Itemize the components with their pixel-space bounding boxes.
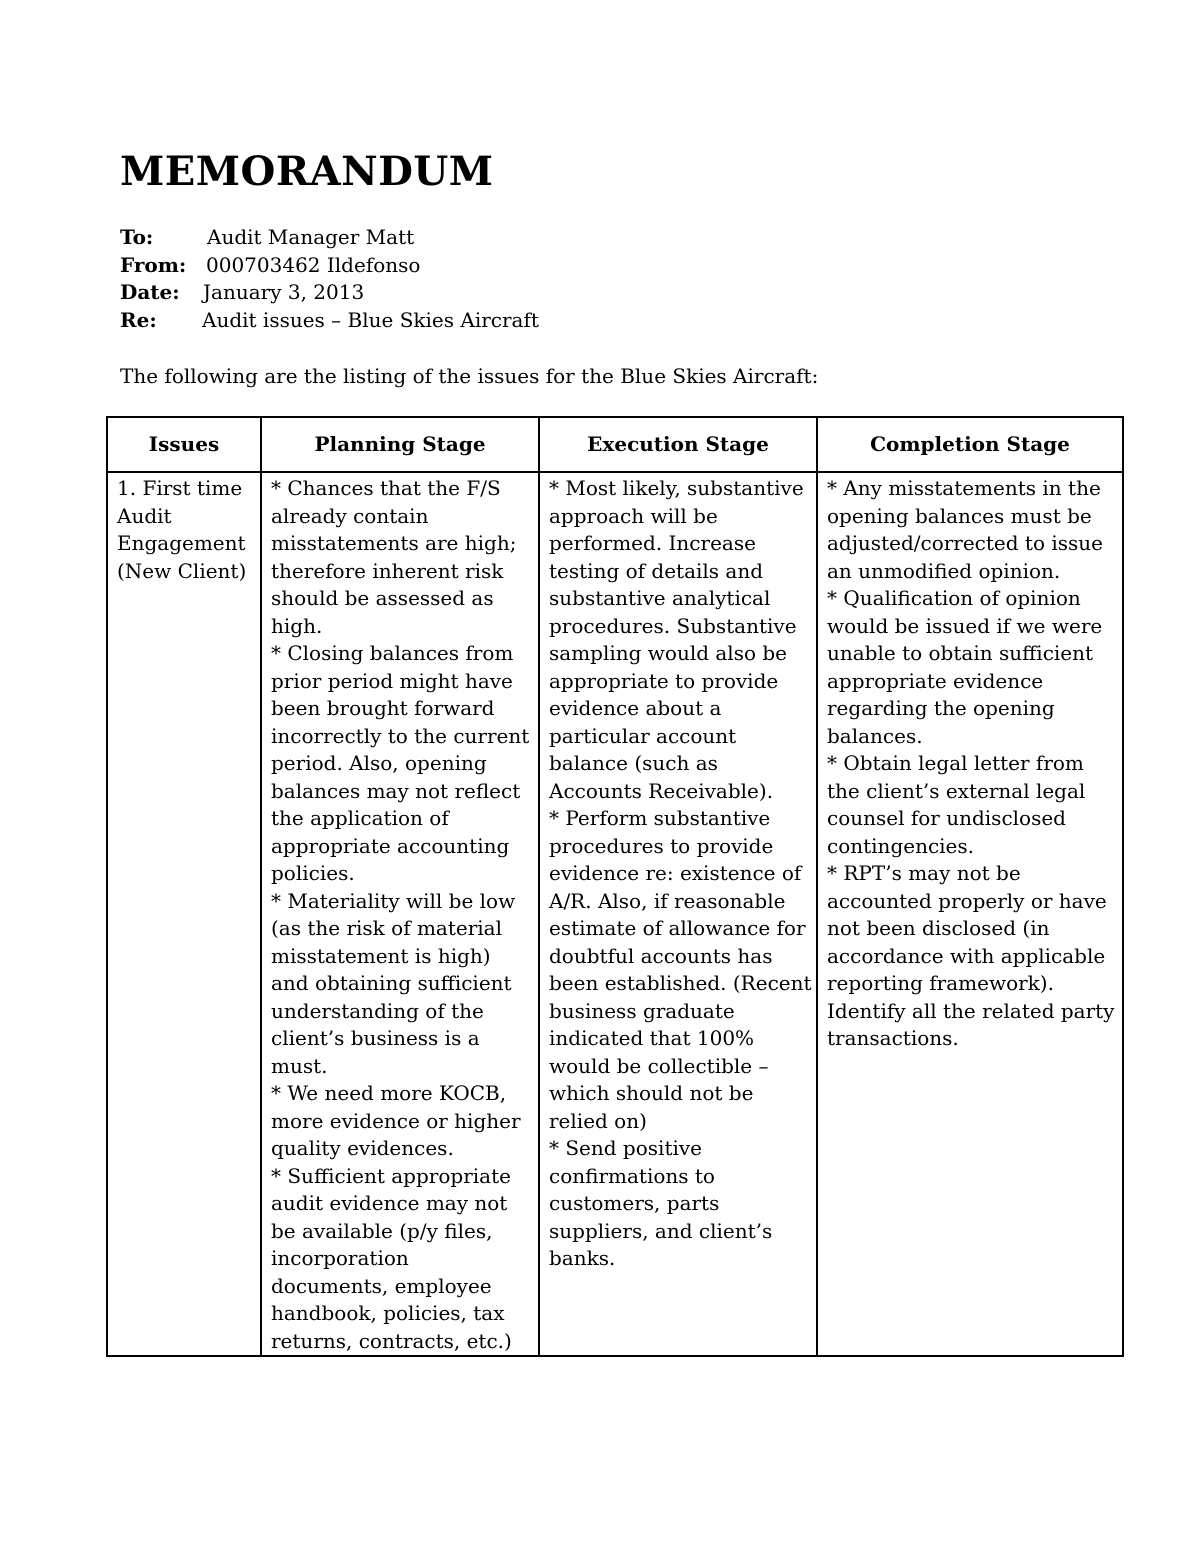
- cell-text-line: evidence re: existence of: [549, 861, 802, 885]
- cell-text-line: business graduate: [549, 998, 735, 1023]
- from-row: [120, 252, 539, 280]
- cell-text-line: testing of details and: [549, 558, 764, 583]
- cell-text-line: performed. Increase: [549, 531, 756, 555]
- re-label: Re:: [120, 307, 157, 332]
- cell-text-line: * Send positive: [549, 1136, 703, 1160]
- cell-text-line: * Any misstatements in the: [827, 476, 1101, 500]
- cell-text-line: client’s business is a: [271, 1026, 480, 1050]
- from-value: 000703462 Ildefonso: [206, 252, 421, 277]
- cell-text-line: incorrectly to the current: [271, 723, 530, 748]
- cell-text-line: * Obtain legal letter from: [827, 751, 1084, 775]
- cell-text-line: already contain: [271, 503, 429, 528]
- cell-text-line: Identify all the related party: [827, 998, 1115, 1023]
- cell-text-line: an unmodified opinion.: [827, 558, 1061, 583]
- cell-text-line: * Qualification of opinion: [827, 586, 1081, 610]
- cell-text-line: more evidence or higher: [271, 1108, 521, 1133]
- cell-text-line: * Chances that the F/S: [271, 476, 501, 500]
- cell-text-line: procedures to provide: [549, 833, 774, 858]
- cell-text-line: would be issued if we were: [827, 613, 1103, 638]
- cell-text-line: documents, employee: [271, 1273, 492, 1298]
- cell-text-line: banks.: [549, 1246, 616, 1270]
- cell-text-line: which should not be: [549, 1081, 754, 1105]
- to-row: [120, 224, 539, 252]
- planning-cell: [261, 472, 539, 1356]
- cell-text-line: doubtful accounts has: [549, 943, 773, 968]
- cell-text-line: the application of: [271, 806, 449, 830]
- cell-text-line: * Perform substantive: [549, 806, 771, 830]
- cell-text-line: Engagement: [117, 531, 246, 555]
- cell-text-line: appropriate evidence: [827, 668, 1044, 693]
- cell-text-line: A/R. Also, if reasonable: [549, 888, 786, 913]
- cell-text-line: would be collectible –: [549, 1053, 769, 1078]
- cell-text-line: evidence about a: [549, 696, 722, 720]
- cell-text-line: adjusted/corrected to issue: [827, 531, 1103, 555]
- cell-text-line: policies.: [271, 861, 355, 885]
- cell-text-line: prior period might have: [271, 668, 513, 693]
- cell-text-line: misstatements are high;: [271, 531, 517, 555]
- cell-text-line: (New Client): [117, 558, 247, 583]
- cell-text-line: 1. First time: [117, 476, 243, 500]
- table-header-row: [107, 417, 1123, 472]
- cell-text-line: * RPT’s may not be: [827, 861, 1021, 885]
- completion-cell: [817, 472, 1123, 1356]
- cell-text-line: returns, contracts, etc.): [271, 1328, 512, 1353]
- cell-text-line: quality evidences.: [271, 1136, 454, 1160]
- cell-text-line: handbook, policies, tax: [271, 1301, 505, 1325]
- re-row: [120, 307, 539, 335]
- cell-text-line: Audit: [117, 503, 172, 528]
- table-row: [107, 472, 1123, 1356]
- header-issues: Issues: [107, 417, 261, 472]
- cell-text-line: been established. (Recent: [549, 971, 812, 995]
- cell-text-line: * Most likely, substantive: [549, 476, 804, 500]
- cell-text-line: contingencies.: [827, 833, 975, 858]
- cell-text-line: audit evidence may not: [271, 1191, 508, 1215]
- cell-text-line: * We need more KOCB,: [271, 1081, 507, 1105]
- cell-text-line: Accounts Receivable).: [549, 778, 774, 803]
- cell-text-line: appropriate accounting: [271, 833, 510, 858]
- cell-text-line: balances may not reflect: [271, 778, 521, 803]
- cell-text-line: not been disclosed (in: [827, 916, 1050, 940]
- intro-text: The following are the listing of the issues for the Blue Skies Aircraft:: [120, 364, 819, 388]
- cell-text-line: * Sufficient appropriate: [271, 1163, 511, 1188]
- from-label: From:: [120, 252, 187, 277]
- cell-text-line: incorporation: [271, 1246, 409, 1270]
- cell-text-line: (as the risk of material: [271, 916, 502, 940]
- header-completion-stage: Completion Stage: [817, 417, 1123, 472]
- cell-text-line: estimate of allowance for: [549, 916, 806, 940]
- cell-text-line: procedures. Substantive: [549, 613, 797, 638]
- cell-text-line: confirmations to: [549, 1163, 715, 1188]
- cell-text-line: accounted properly or have: [827, 888, 1107, 913]
- cell-text-line: should be assessed as: [271, 586, 494, 610]
- cell-text-line: suppliers, and client’s: [549, 1218, 773, 1243]
- cell-text-line: customers, parts: [549, 1191, 720, 1215]
- date-label: Date:: [120, 280, 180, 304]
- header-planning-stage: Planning Stage: [261, 417, 539, 472]
- header-execution-stage: Execution Stage: [539, 417, 817, 472]
- cell-text-line: reporting framework).: [827, 971, 1054, 995]
- cell-text-line: unable to obtain sufficient: [827, 641, 1094, 665]
- cell-text-line: relied on): [549, 1108, 647, 1133]
- to-value: Audit Manager Matt: [207, 225, 415, 249]
- cell-text-line: appropriate to provide: [549, 668, 779, 693]
- issues-table: [106, 416, 1124, 1357]
- memo-header: [120, 224, 539, 334]
- date-row: [120, 279, 539, 307]
- cell-text-line: and obtaining sufficient: [271, 971, 512, 995]
- cell-text-line: sampling would also be: [549, 641, 788, 665]
- cell-text-line: particular account: [549, 723, 737, 748]
- cell-text-line: accordance with applicable: [827, 943, 1106, 968]
- cell-text-line: the client’s external legal: [827, 778, 1086, 803]
- cell-text-line: balance (such as: [549, 751, 718, 775]
- cell-text-line: misstatement is high): [271, 943, 491, 968]
- cell-text-line: transactions.: [827, 1026, 959, 1050]
- cell-text-line: be available (p/y files,: [271, 1218, 493, 1243]
- cell-text-line: regarding the opening: [827, 696, 1055, 720]
- cell-text-line: been brought forward: [271, 696, 495, 720]
- cell-text-line: * Closing balances from: [271, 641, 514, 665]
- re-value: Audit issues – Blue Skies Aircraft: [202, 307, 539, 332]
- cell-text-line: period. Also, opening: [271, 751, 487, 775]
- to-label: To:: [120, 225, 154, 249]
- cell-text-line: must.: [271, 1053, 328, 1078]
- date-value: January 3, 2013: [203, 280, 365, 304]
- issue-cell: [107, 472, 261, 1356]
- cell-text-line: indicated that 100%: [549, 1026, 755, 1050]
- cell-text-line: * Materiality will be low: [271, 888, 516, 913]
- execution-cell: [539, 472, 817, 1356]
- cell-text-line: counsel for undisclosed: [827, 806, 1066, 830]
- cell-text-line: substantive analytical: [549, 586, 771, 610]
- cell-text-line: high.: [271, 613, 323, 638]
- cell-text-line: balances.: [827, 723, 923, 748]
- memo-title: MEMORANDUM: [120, 148, 494, 195]
- cell-text-line: opening balances must be: [827, 503, 1092, 528]
- cell-text-line: approach will be: [549, 503, 718, 528]
- cell-text-line: understanding of the: [271, 998, 484, 1023]
- cell-text-line: therefore inherent risk: [271, 558, 504, 583]
